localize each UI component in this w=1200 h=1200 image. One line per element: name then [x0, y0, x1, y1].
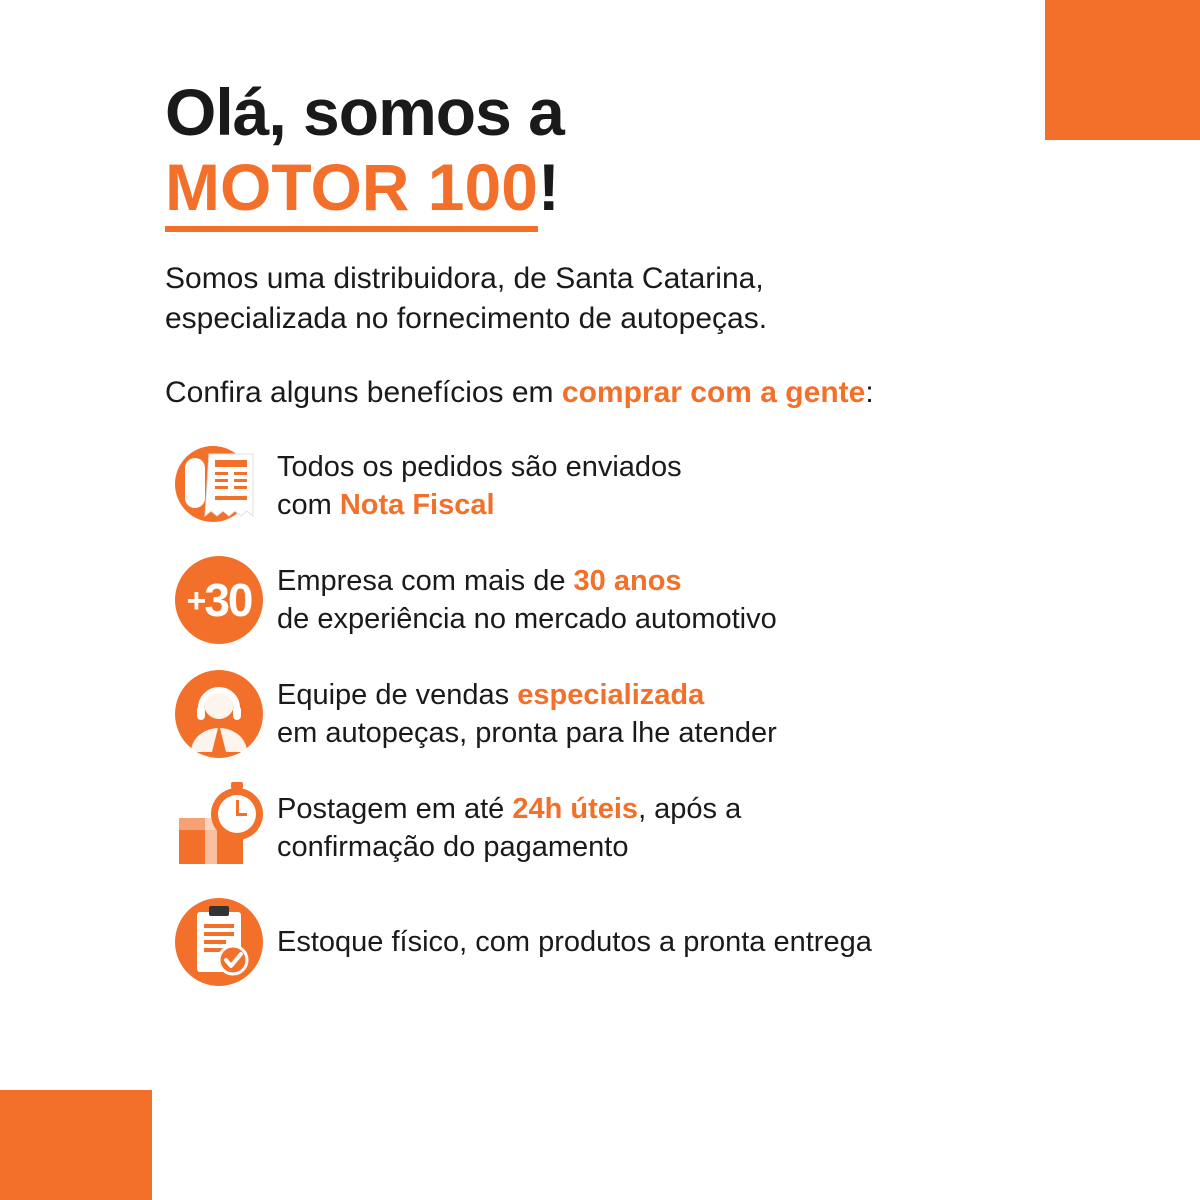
box-stopwatch-icon [169, 778, 269, 878]
benefit-line-1 [277, 790, 741, 828]
benefit-line-1-suffix: , após a [638, 792, 742, 825]
benefit-text [273, 448, 682, 525]
benefit-line-1-prefix: Empresa com mais de [277, 564, 574, 597]
badge-number: 30 [204, 574, 252, 627]
benefits-lead-prefix: Confira alguns benefícios em [165, 376, 562, 410]
list-item [165, 780, 1095, 876]
benefits-lead-highlight: comprar com a gente [561, 376, 866, 410]
benefit-line-1-prefix: Equipe de vendas [277, 678, 518, 711]
benefits-lead-suffix: : [865, 376, 874, 410]
intro-paragraph [165, 259, 1095, 341]
content-container [165, 75, 1095, 1008]
benefit-line-1: Todos os pedidos são enviados [277, 450, 682, 483]
list-item [165, 894, 1095, 990]
benefit-icon-wrap [165, 438, 273, 534]
benefits-lead [165, 376, 1095, 410]
benefit-line-1-highlight: especializada [517, 678, 705, 711]
benefit-line-2: de experiência no mercado automotivo [277, 603, 777, 636]
benefit-line-2-prefix: com [277, 489, 340, 522]
benefit-icon-wrap [165, 552, 273, 648]
badge-30-label [186, 574, 252, 627]
benefit-line-1 [277, 562, 777, 600]
intro-line-1: Somos uma distribuidora, de Santa Catarina, [165, 261, 764, 295]
benefit-line-1: Estoque físico, com produtos a pronta entrega [277, 926, 872, 959]
benefit-line-2-highlight: Nota Fiscal [339, 489, 495, 522]
intro-line-2: especializada no fornecimento de autopeças. [165, 302, 768, 336]
page-title-line1: Olá, somos a [165, 75, 564, 149]
benefit-line-1 [277, 676, 777, 714]
benefit-line-1-prefix: Postagem em até [277, 792, 513, 825]
benefits-list [165, 438, 1095, 990]
benefit-text [273, 790, 741, 867]
benefit-icon-wrap [165, 666, 273, 762]
badge-plus: + [186, 582, 205, 621]
benefit-line-2: confirmação do pagamento [277, 831, 629, 864]
benefit-line-2: em autopeças, pronta para lhe atender [277, 717, 777, 750]
page-title-line2 [165, 150, 1095, 225]
benefit-icon-wrap [165, 894, 273, 990]
plus-30-badge-icon [175, 556, 263, 644]
bottom-left-accent-square [0, 1090, 152, 1200]
benefit-icon-wrap [165, 780, 273, 876]
receipt-icon [171, 438, 267, 534]
list-item [165, 552, 1095, 648]
benefit-text [273, 923, 872, 961]
clipboard-check-icon [173, 896, 265, 988]
headset-agent-icon [173, 668, 265, 760]
benefit-line-1-highlight: 30 anos [573, 564, 682, 597]
benefit-text [273, 676, 777, 753]
list-item [165, 666, 1095, 762]
brand-exclamation: ! [537, 150, 560, 225]
list-item [165, 438, 1095, 534]
benefit-text [273, 562, 777, 639]
benefit-line-2 [277, 486, 682, 524]
benefit-line-1-highlight: 24h úteis [512, 792, 639, 825]
brand-name: MOTOR 100 [165, 150, 538, 232]
